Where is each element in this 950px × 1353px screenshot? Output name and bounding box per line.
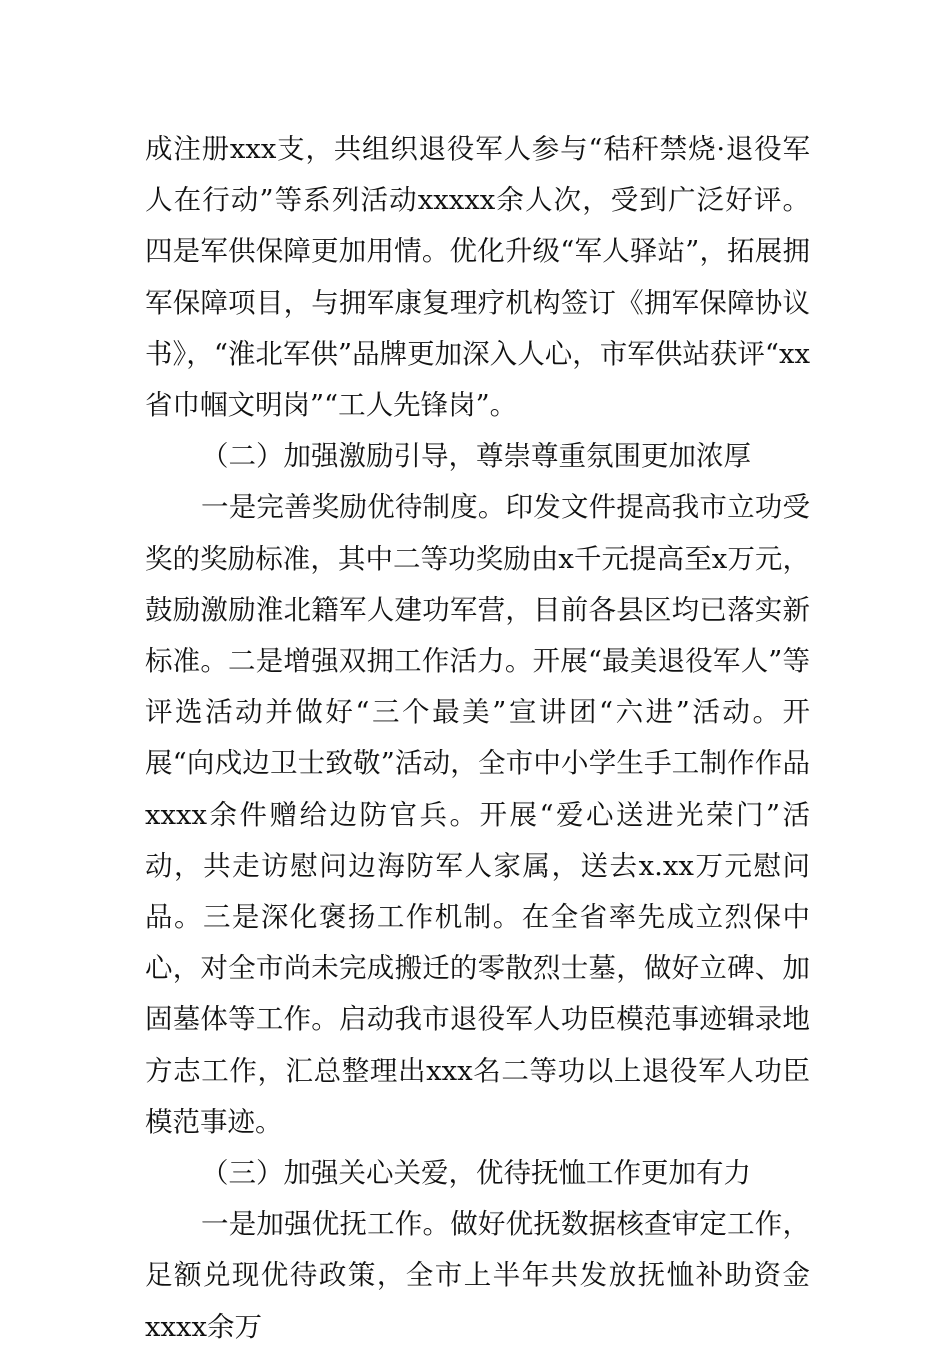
section-heading-2: （二）加强激励引导，尊崇尊重氛围更加浓厚 <box>201 440 751 473</box>
section-heading-3: （三）加强关心关爱，优待抚恤工作更加有力 <box>201 1157 751 1190</box>
body-paragraph-3: 一是加强优抚工作。做好优抚数据核查审定工作，足额兑现优待政策，全市上半年共发放抚恤补助资金xxxx余万 <box>145 1208 810 1343</box>
body-paragraph-2: 一是完善奖励优待制度。印发文件提高我市立功受奖的奖励标准，其中二等功奖励由x千元提高至x万元，鼓励激励淮北籍军人建功军营，目前各县区均已落实新标准。二是增强双拥工作活力。开展“最美退役军人”等评选活动并做好“三个最美”宣讲团“六进”活动。开展“向戍边卫士致敬”活动，全市中小学生手工制作作品xxxx余件赠给边防官兵。开展“爱心送进光荣门”活动，共走访慰问边海防军人家属，送去x.xx万元慰问品。三是深化褒扬工作机制。在全省率先成立烈保中心，对全市尚未完成搬迁的零散烈士墓，做好立碑、加固墓体等工作。启动我市退役军人功臣模范事迹辑录地方志工作，汇总整理出xxx名二等功以上退役军人功臣模范事迹。 <box>145 491 810 1138</box>
body-paragraph-1: 成注册xxx支，共组织退役军人参与“秸秆禁烧·退役军人在行动”等系列活动xxxxx余人次，受到广泛好评。四是军供保障更加用情。优化升级“军人驿站”，拓展拥军保障项目，与拥军康复理疗机构签订《拥军保障协议书》，“淮北军供”品牌更加深入人心，市军供站获评“xx省巾帼文明岗”“工人先锋岗”。 <box>145 133 810 422</box>
document-page <box>145 124 810 1353</box>
